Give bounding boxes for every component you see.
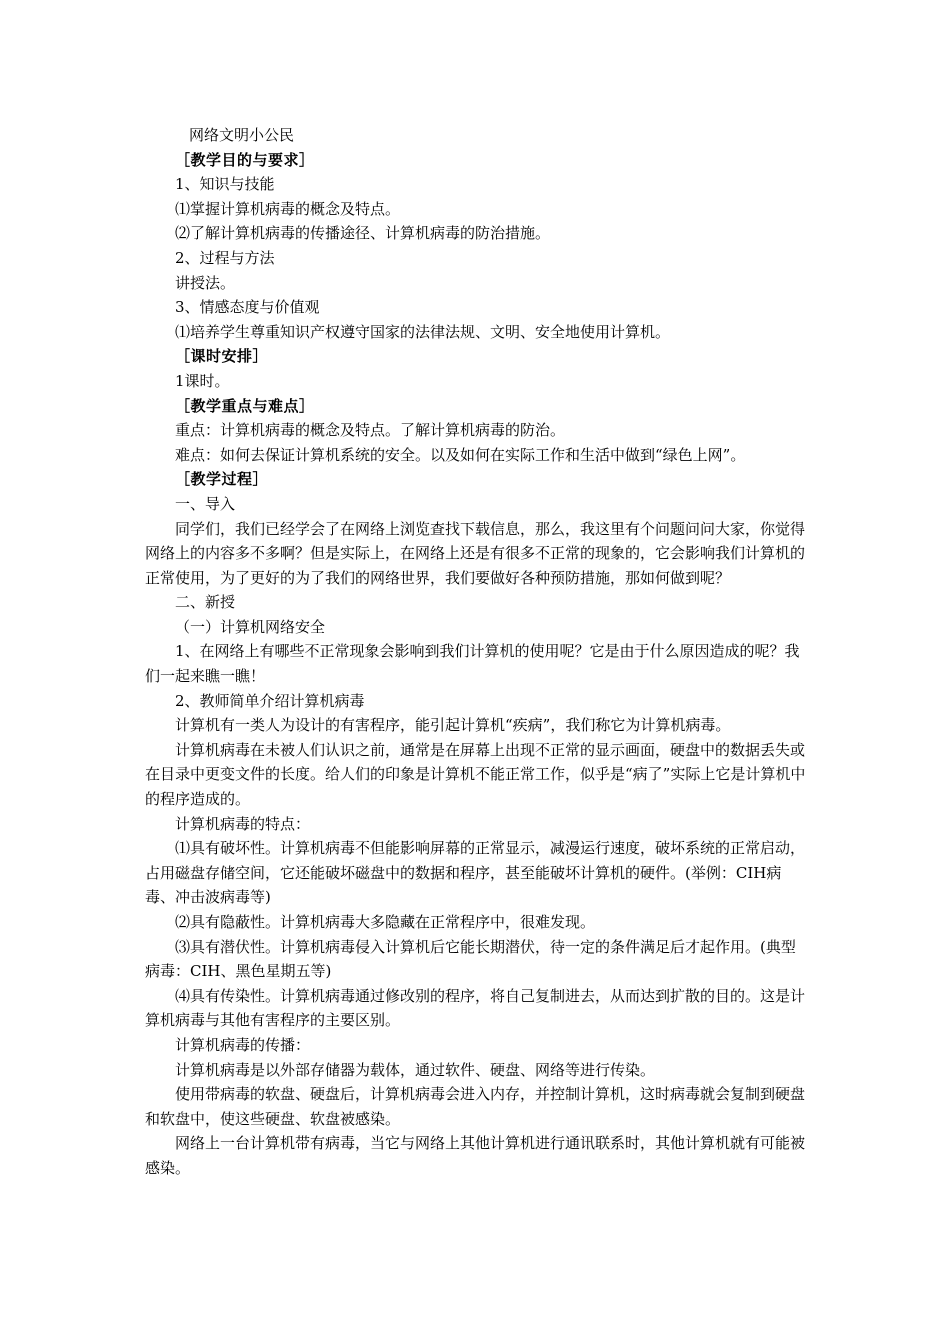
feature-1: ⑴具有破坏性。计算机病毒不但能影响屏幕的正常显示，减漫运行速度，破坏系统的正常启动，占用磁盘存储空间，它还能破坏磁盘中的数据和程序，甚至能破坏计算机的硬件。(举例：CIH病毒、冲击波病毒等) [145,839,806,907]
question-1: 1、在网络上有哪些不正常现象会影响到我们计算机的使用呢？它是由于什么原因造成的呢？我们一起来瞧一瞧！ [145,642,800,686]
keypoint-text: 重点：计算机病毒的概念及特点。了解计算机病毒的防治。 [175,421,566,440]
objective-process-1: 讲授法。 [175,273,236,292]
objective-knowledge-1: ⑴掌握计算机病毒的概念及特点。 [175,199,401,218]
heading-keypoints: ［教学重点与难点］ [175,396,315,415]
section-intro: 一、导入 [175,494,236,513]
question-2: 2、教师简单介绍计算机病毒 [175,691,365,710]
doc-title: 网络文明小公民 [189,126,295,144]
spread-2: 使用带病毒的软盘、硬盘后，计算机病毒会进入内存，并控制计算机，这时病毒就会复制到硬盘和软盘中，使这些硬盘、软盘被感染。 [145,1085,806,1128]
objective-attitude: 3、情感态度与价值观 [175,298,320,317]
features-title: 计算机病毒的特点： [175,814,311,833]
document-body [145,123,810,1181]
feature-3: ⑶具有潜伏性。计算机病毒侵入计算机后它能长期潜伏，待一定的条件满足后才起作用。(典型病毒：CIH、黑色星期五等) [145,937,796,981]
objective-process: 2、过程与方法 [175,248,275,267]
feature-2: ⑵具有隐蔽性。计算机病毒大多隐藏在正常程序中，很难发现。 [175,913,596,931]
intro-paragraph: 同学们，我们已经学会了在网络上浏览查找下载信息，那么，我这里有个问题问问大家，你觉得网络上的内容多不多啊？但是实际上，在网络上还是有很多不正常的现象的，它会影响我们计算机的正常使用，为了更好的为了我们的网络世界，我们要做好各种预防措施，那如何做到呢？ [145,519,806,587]
heading-process: ［教学过程］ [175,470,269,489]
objective-attitude-1: ⑴培养学生尊重知识产权遵守国家的法律法规、文明、安全地使用计算机。 [175,322,671,341]
symptom-paragraph: 计算机病毒在未被人们认识之前，通常是在屏幕上出现不正常的显示画面，硬盘中的数据丢失或在目录中更变文件的长度。给人们的印象是计算机不能正常工作，似乎是“病了”实际上它是计算机中的程序造成的。 [145,740,806,809]
spread-title: 计算机病毒的传播： [175,1035,311,1054]
section-new-teaching: 二、新授 [175,593,236,612]
definition-paragraph: 计算机有一类人为设计的有害程序，能引起计算机“疾病”，我们称它为计算机病毒。 [175,716,731,735]
heading-schedule: ［课时安排］ [175,347,269,366]
schedule-text: 1课时。 [175,371,230,390]
spread-1: 计算机病毒是以外部存储器为载体，通过软件、硬盘、网络等进行传染。 [175,1060,656,1079]
spread-3: 网络上一台计算机带有病毒，当它与网络上其他计算机进行通讯联系时，其他计算机就有可能被感染。 [145,1134,806,1177]
difficulty-text: 难点：如何去保证计算机系统的安全。以及如何在实际工作和生活中做到“绿色上网”。 [175,445,746,464]
objective-knowledge: 1、知识与技能 [175,175,275,194]
subsection-network-security: （一）计算机网络安全 [175,617,326,636]
feature-4: ⑷具有传染性。计算机病毒通过修改别的程序，将自己复制进去，从而达到扩散的目的。这是计算机病毒与其他有害程序的主要区别。 [145,986,806,1030]
objective-knowledge-2: ⑵了解计算机病毒的传播途径、计算机病毒的防治措施。 [175,224,551,243]
heading-objectives: ［教学目的与要求］ [175,150,315,169]
